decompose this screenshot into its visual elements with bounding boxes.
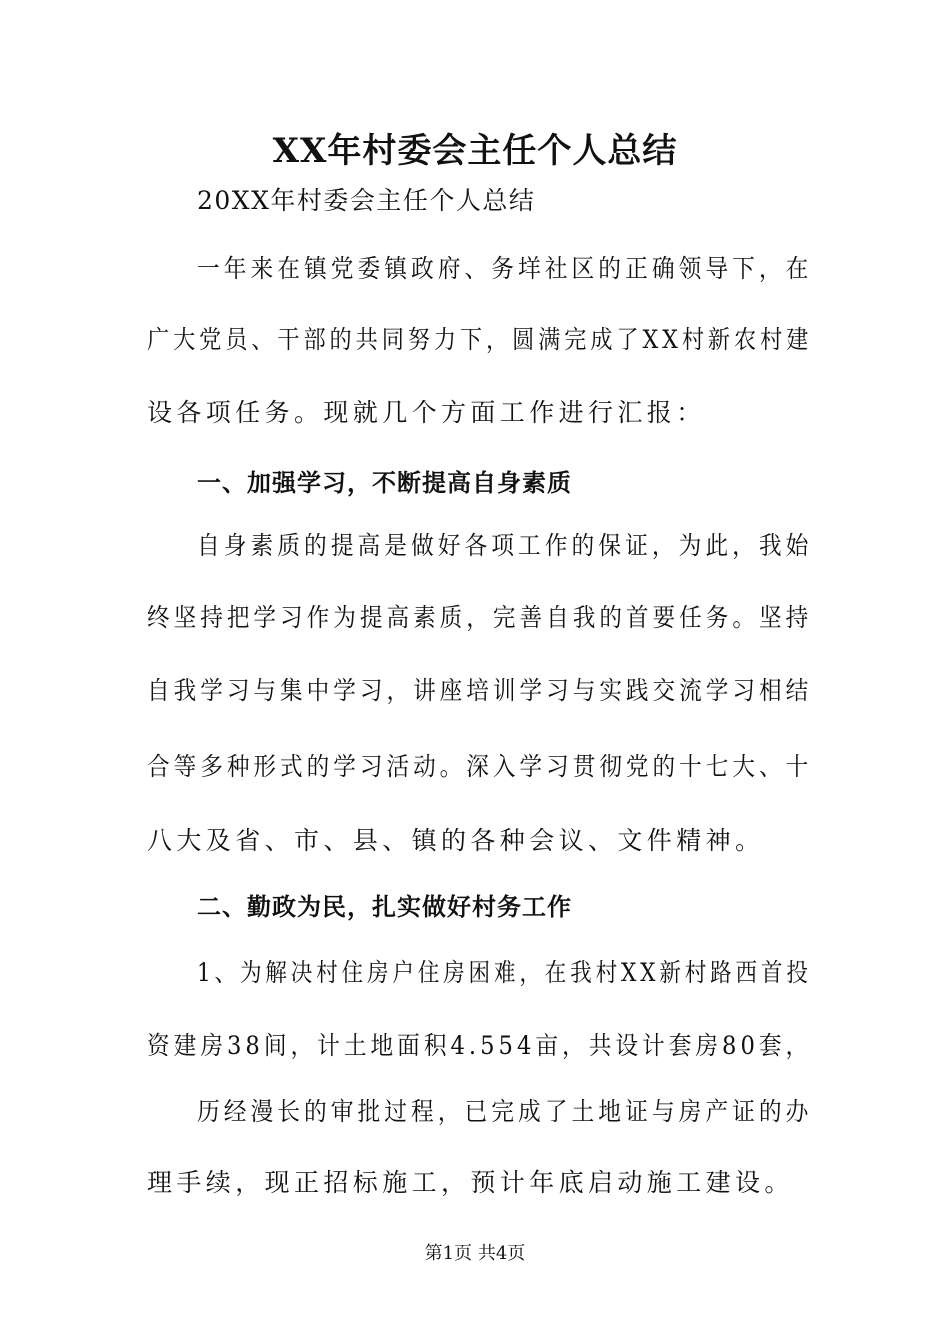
paragraph-line: 理手续，现正招标施工，预计年底启动施工建设。 xyxy=(147,1168,794,1197)
paragraph-line: 1、为解决村住房户住房困难，在我村XX新村路西首投 xyxy=(197,958,812,987)
page-footer: 第1页 共4页 xyxy=(424,1243,526,1264)
section-heading: 二、勤政为民，扎实做好村务工作 xyxy=(197,893,572,921)
paragraph-line: 合等多种形式的学习活动。深入学习贯彻党的十七大、十 xyxy=(147,752,813,781)
document-subtitle: 20XX年村委会主任个人总结 xyxy=(197,186,536,215)
paragraph-line: 设各项任务。现就几个方面工作进行汇报： xyxy=(147,398,706,427)
document-title: XX年村委会主任个人总结 xyxy=(272,131,678,171)
paragraph-line: 自身素质的提高是做好各项工作的保证，为此，我始 xyxy=(197,531,813,560)
paragraph-line: 终坚持把学习作为提高素质，完善自我的首要任务。坚持 xyxy=(147,603,813,632)
paragraph-line: 资建房38间，计土地面积4.554亩，共设计套房80套， xyxy=(147,1031,813,1060)
paragraph-line: 自我学习与集中学习，讲座培训学习与实践交流学习相结 xyxy=(147,676,813,705)
section-heading: 一、加强学习，不断提高自身素质 xyxy=(197,469,572,497)
paragraph-line: 历经漫长的审批过程，已完成了土地证与房产证的办 xyxy=(197,1097,813,1126)
paragraph-line: 一年来在镇党委镇政府、务垟社区的正确领导下，在 xyxy=(197,254,813,283)
paragraph-line: 广大党员、干部的共同努力下，圆满完成了XX村新农村建 xyxy=(147,325,813,354)
paragraph-line: 八大及省、市、县、镇的各种会议、文件精神。 xyxy=(147,826,765,855)
